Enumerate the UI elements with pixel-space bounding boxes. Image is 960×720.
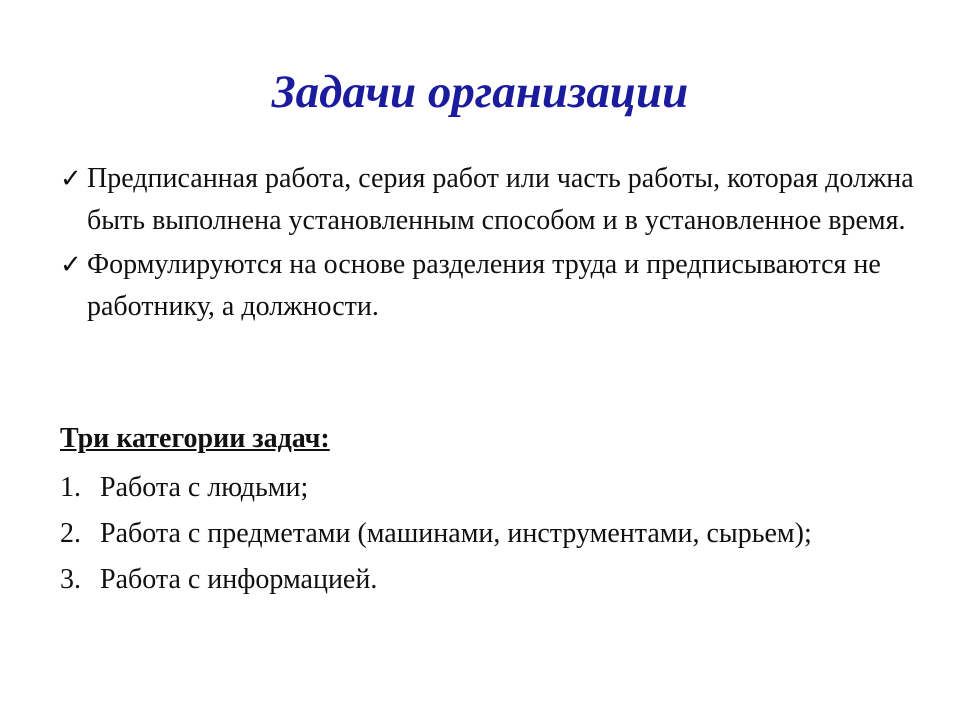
list-item (60, 559, 920, 601)
list-item-text: Работа с предметами (машинами, инструментами, сырьем); (100, 518, 812, 549)
list-item-text: Работа с людьми; (100, 472, 309, 503)
list-item-number: 3. (60, 564, 81, 595)
categories-list (60, 467, 920, 605)
check-icon: ✓ (60, 250, 82, 280)
check-icon: ✓ (60, 164, 82, 194)
check-item (60, 158, 920, 242)
check-item (60, 244, 920, 328)
check-list (60, 158, 920, 330)
list-item (60, 467, 920, 509)
categories-heading: Три категории задач: (60, 423, 330, 454)
list-item-number: 1. (60, 472, 81, 503)
check-item-text: Предписанная работа, серия работ или часть работы, которая должна быть выполнена установленным способом и в установленное время. (87, 163, 914, 236)
slide-title: Задачи организации (271, 66, 689, 118)
list-item-text: Работа с информацией. (100, 564, 378, 595)
check-item-text: Формулируются на основе разделения труда и предписываются не работнику, а должности. (87, 249, 881, 322)
list-item (60, 513, 920, 555)
list-item-number: 2. (60, 518, 81, 549)
